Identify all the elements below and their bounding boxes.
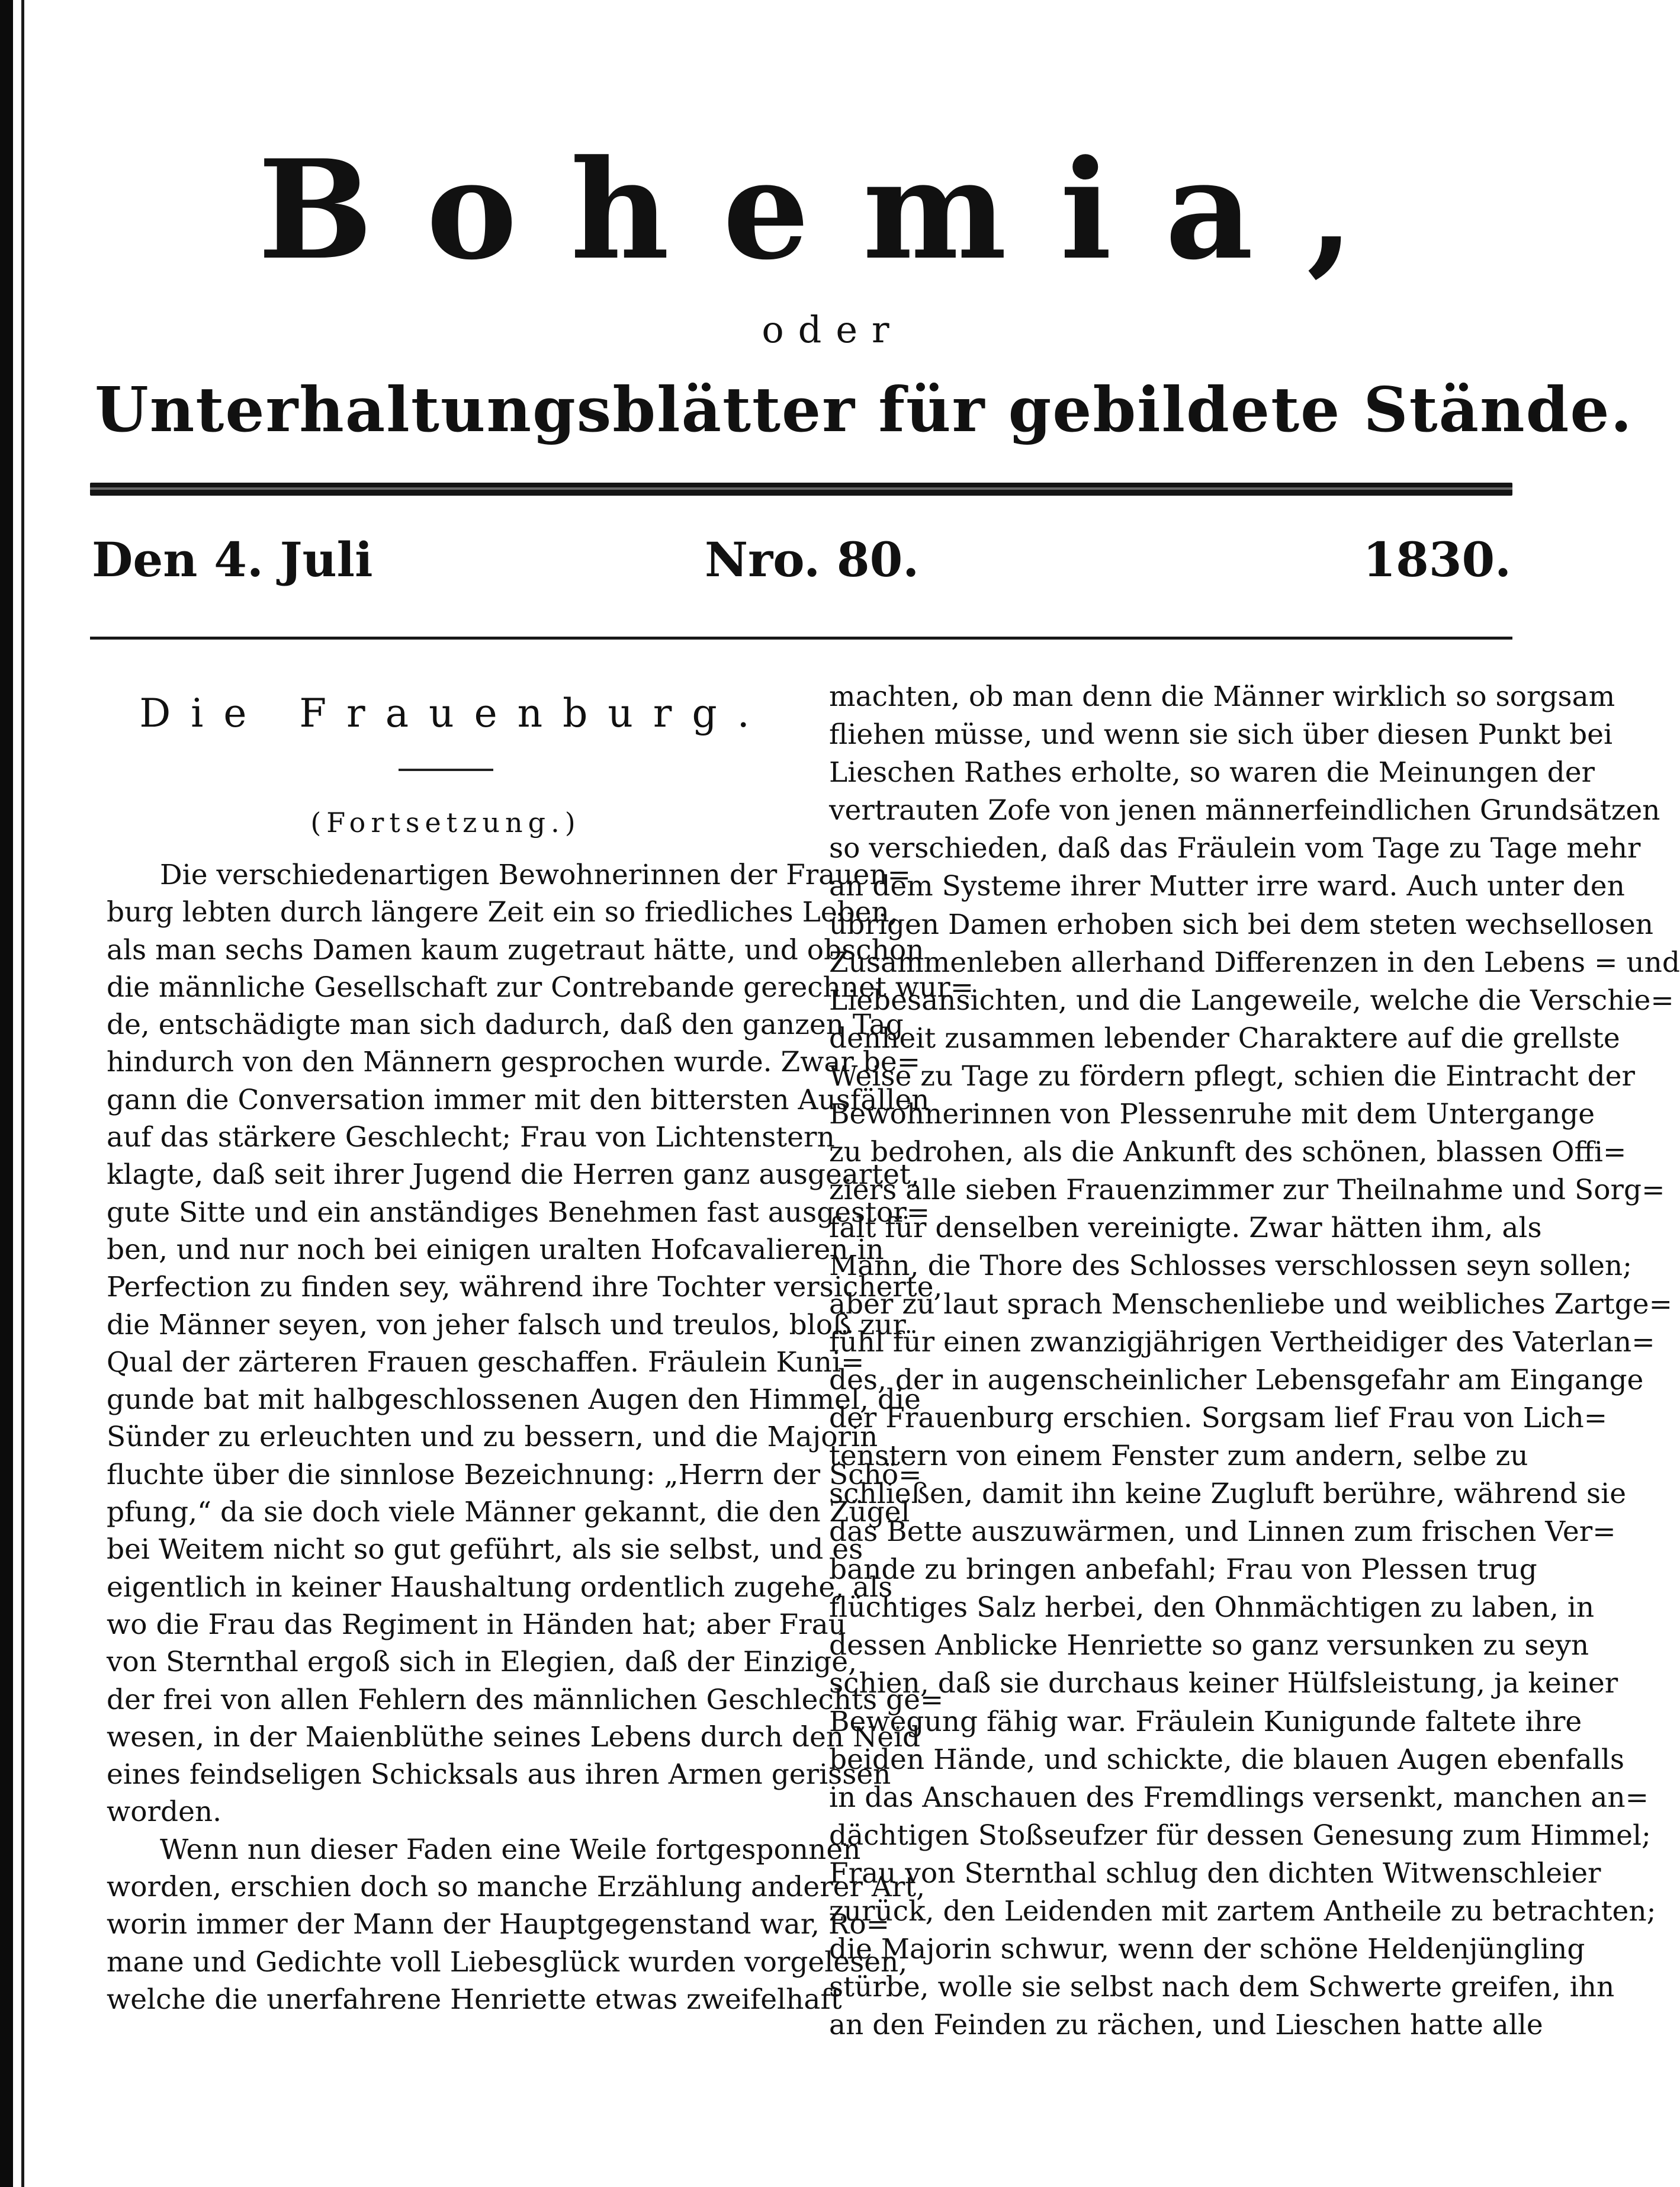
text-line: worin immer der Mann der Hauptgegenstand war, Ro= [107,1908,890,1941]
text-line: bande zu bringen anbefahl; Frau von Plessen trug [829,1553,1537,1587]
dateline-rule [90,637,1512,640]
text-line: eigentlich in keiner Haushaltung ordentlich zugehe, als [107,1571,893,1604]
text-line: fluchte über die sinnlose Bezeichnung: „Herrn der Schö= [107,1458,922,1491]
text-line: zu bedrohen, als die Ankunft des schönen, blassen Offi= [829,1136,1627,1169]
text-line: machten, ob man denn die Männer wirklich so sorgsam [829,680,1615,713]
text-line: der frei von allen Fehlern des männlichen Geschlechts ge= [107,1683,944,1716]
continuation-note: (Fortsetzung.) [310,807,581,839]
masthead-oder: oder [762,308,904,351]
text-line: dächtigen Stoßseufzer für dessen Genesung zum Himmel; [829,1819,1651,1852]
masthead-subtitle: Unterhaltungsblätter für gebildete Stände. [95,373,1633,446]
text-line: das Bette auszuwärmen, und Linnen zum frischen Ver= [829,1515,1616,1549]
article-title: Die Frauenburg. [139,691,770,736]
text-line: Weise zu Tage zu fördern pflegt, schien die Eintracht der [829,1059,1635,1093]
text-line: bei Weitem nicht so gut geführt, als sie selbst, und es [107,1533,863,1566]
text-line: falt für denselben vereinigte. Zwar hätten ihm, als [829,1212,1542,1245]
text-line: ben, und nur noch bei einigen uralten Hofcavalieren in [107,1233,884,1266]
text-line: tenstern von einem Fenster zum andern, selbe zu [829,1439,1528,1472]
text-line: Zusammenleben allerhand Differenzen in den Lebens = und [829,946,1680,979]
text-line: schließen, damit ihn keine Zugluft berühre, während sie [829,1477,1627,1510]
text-line: flüchtiges Salz herbei, den Ohnmächtigen zu laben, in [829,1591,1595,1624]
text-line: eines feindseligen Schicksals aus ihren Armen gerissen [107,1758,891,1791]
text-line: schien, daß sie durchaus keiner Hülfsleistung, ja keiner [829,1667,1618,1700]
text-line: ziers alle sieben Frauenzimmer zur Theilnahme und Sorg= [829,1174,1665,1207]
text-line: gunde bat mit halbgeschlossenen Augen den Himmel, die [107,1383,921,1417]
text-line: hindurch von den Männern gesprochen wurde. Zwar be= [107,1046,921,1079]
masthead-title: Bohemia, [258,130,1408,290]
issue-year: 1830. [1363,532,1511,587]
text-line: worden. [107,1796,222,1829]
text-line: worden, erschien doch so manche Erzählung anderer Art, [107,1871,926,1904]
text-line: an dem Systeme ihrer Mutter irre ward. Auch unter den [829,870,1625,903]
text-line: pfung,“ da sie doch viele Männer gekannt, die den Zügel [107,1496,910,1529]
text-line: Bewegung fähig war. Fräulein Kunigunde faltete ihre [829,1705,1582,1738]
text-line: Wenn nun dieser Faden eine Weile fortgesponnen [160,1833,861,1866]
text-line: von Sternthal ergoß sich in Elegien, daß der Einzige, [107,1646,857,1679]
text-line: auf das stärkere Geschlecht; Frau von Lichtenstern [107,1121,835,1154]
text-line: wesen, in der Maienblüthe seines Lebens durch den Neid [107,1720,921,1754]
text-line: gann die Conversation immer mit den bittersten Ausfällen [107,1083,930,1116]
text-line: die Männer seyen, von jeher falsch und treulos, bloß zur [107,1308,906,1341]
right-column [829,678,1680,2044]
text-line: Die verschiedenartigen Bewohnerinnen der Frauen= [160,859,911,891]
paragraph-2 [107,1831,926,2018]
text-line: stürbe, wolle sie selbst nach dem Schwerte greifen, ihn [829,1971,1615,2004]
text-line: die männliche Gesellschaft zur Contrebande gerechnet wur= [107,971,974,1004]
right-column-text [829,678,1680,2044]
text-line: denheit zusammen lebender Charaktere auf die grellste [829,1022,1620,1055]
text-line: dessen Anblicke Henriette so ganz versunken zu seyn [829,1629,1589,1662]
text-line: so verschieden, daß das Fräulein vom Tage zu Tage mehr [829,832,1641,865]
text-line: fliehen müsse, und wenn sie sich über diesen Punkt bei [829,718,1612,752]
issue-date: Den 4. Juli [92,532,373,587]
text-line: beiden Hände, und schickte, die blauen Augen ebenfalls [829,1743,1625,1776]
issue-number: Nro. 80. [705,532,920,587]
text-line: in das Anschauen des Fremdlings versenkt, manchen an= [829,1781,1649,1814]
text-line: welche die unerfahrene Henriette etwas zweifelhaft [107,1983,842,2016]
text-line: Lieschen Rathes erholte, so waren die Meinungen der [829,756,1595,789]
text-line: als man sechs Damen kaum zugetraut hätte, und obschon [107,933,924,966]
text-line: an den Feinden zu rächen, und Lieschen hatte alle [829,2009,1543,2042]
text-line: Perfection zu finden sey, während ihre Tochter versicherte, [107,1271,943,1304]
text-line: des, der in augenscheinlicher Lebensgefahr am Eingange [829,1363,1644,1396]
text-line: vertrauten Zofe von jenen männerfeindlichen Grundsätzen [829,794,1660,827]
text-line: gute Sitte und ein anständiges Benehmen fast ausgestor= [107,1196,930,1229]
text-line: Frau von Sternthal schlug den dichten Witwenschleier [829,1857,1601,1890]
text-line: de, entschädigte man sich dadurch, daß den ganzen Tag [107,1009,904,1042]
text-line: fühl für einen zwanzigjährigen Vertheidiger des Vaterlan= [829,1325,1655,1359]
text-line: übrigen Damen erhoben sich bei dem steten wechsellosen [829,908,1654,941]
text-line: die Majorin schwur, wenn der schöne Heldenjüngling [829,1933,1585,1966]
text-line: Mann, die Thore des Schlosses verschlossen seyn sollen; [829,1250,1633,1283]
title-divider [399,769,493,771]
text-line: Bewohnerinnen von Plessenruhe mit dem Untergange [829,1098,1595,1131]
text-line: zurück, den Leidenden mit zartem Antheile zu betrachten; [829,1895,1656,1928]
text-line: wo die Frau das Regiment in Händen hat; aber Frau [107,1608,846,1641]
text-line: klagte, daß seit ihrer Jugend die Herren ganz ausgeartet, [107,1158,920,1192]
paragraph-1 [107,856,974,1831]
text-line: der Frauenburg erschien. Sorgsam lief Frau von Lich= [829,1401,1608,1434]
text-line: Qual der zärteren Frauen geschaffen. Fräulein Kuni= [107,1345,865,1379]
text-line: Liebesansichten, und die Langeweile, welche die Verschie= [829,984,1674,1017]
text-line: mane und Gedichte voll Liebesglück wurden vorgelesen, [107,1945,908,1979]
text-line: aber zu laut sprach Menschenliebe und weibliches Zartge= [829,1287,1672,1321]
left-column [107,681,974,2018]
text-line: Sünder zu erleuchten und zu bessern, und die Majorin [107,1421,878,1454]
text-line: burg lebten durch längere Zeit ein so friedliches Leben, [107,896,898,929]
masthead-rule [90,483,1512,496]
